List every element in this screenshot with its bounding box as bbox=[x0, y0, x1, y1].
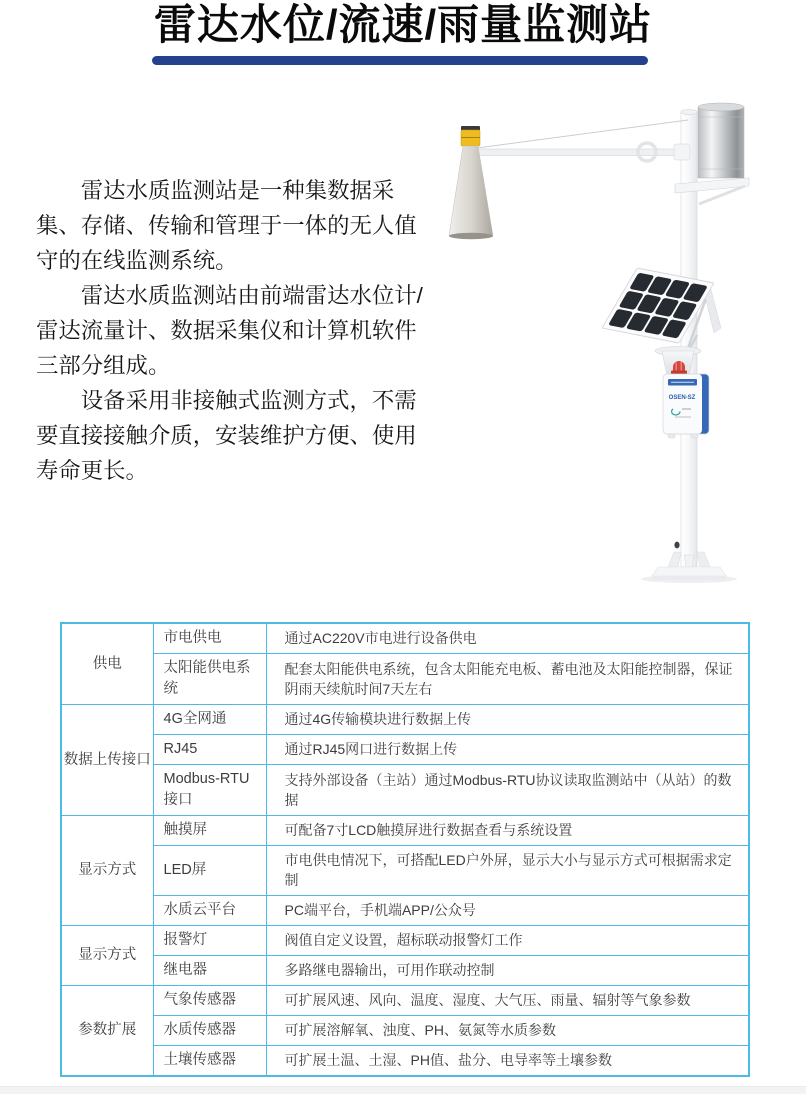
desc-cell: 可扩展风速、风向、温度、湿度、大气压、雨量、辐射等气象参数 bbox=[266, 985, 749, 1015]
spec-table-body bbox=[61, 623, 749, 1076]
table-row bbox=[61, 623, 749, 654]
desc-cell: 通过AC220V市电进行设备供电 bbox=[266, 623, 749, 654]
spec-table bbox=[60, 622, 750, 1077]
intro-paragraph: 雷达水质监测站由前端雷达水位计/雷达流量计、数据采集仪和计算机软件三部分组成。 bbox=[36, 283, 423, 378]
group-cell: 数据上传接口 bbox=[61, 705, 153, 816]
desc-cell: 支持外部设备（主站）通过Modbus-RTU协议读取监测站中（从站）的数据 bbox=[266, 765, 749, 816]
param-cell: LED屏 bbox=[153, 846, 266, 896]
desc-cell: 市电供电情况下，可搭配LED户外屏，显示大小与显示方式可根据需求定制 bbox=[266, 846, 749, 896]
page-title: 雷达水位/流速/雨量监测站 bbox=[153, 1, 653, 48]
desc-cell: 可配备7寸LCD触摸屏进行数据查看与系统设置 bbox=[266, 816, 749, 846]
table-row bbox=[61, 1045, 749, 1076]
param-cell: 触摸屏 bbox=[153, 816, 266, 846]
radar-horn bbox=[449, 146, 493, 236]
param-cell: 市电供电 bbox=[153, 623, 266, 654]
table-row bbox=[61, 765, 749, 816]
desc-cell: 通过RJ45网口进行数据上传 bbox=[266, 735, 749, 765]
desc-cell: PC端平台，手机端APP/公众号 bbox=[266, 895, 749, 925]
param-cell: 气象传感器 bbox=[153, 985, 266, 1015]
intro-paragraph: 设备采用非接触式监测方式，不需要直接接触介质，安装维护方便、使用寿命更长。 bbox=[36, 388, 417, 483]
desc-cell: 通过4G传输模块进行数据上传 bbox=[266, 705, 749, 735]
table-row bbox=[61, 846, 749, 896]
table-row bbox=[61, 654, 749, 705]
param-cell: RJ45 bbox=[153, 735, 266, 765]
title-underline bbox=[152, 56, 648, 65]
param-cell: 水质云平台 bbox=[153, 895, 266, 925]
group-cell: 显示方式 bbox=[61, 925, 153, 985]
intro-text bbox=[36, 173, 436, 488]
table-row bbox=[61, 1015, 749, 1045]
support-cable bbox=[477, 120, 688, 148]
table-row bbox=[61, 705, 749, 735]
group-cell: 参数扩展 bbox=[61, 985, 153, 1076]
control-box-label: OSEN-SZ bbox=[668, 395, 696, 401]
footer-band bbox=[0, 1086, 806, 1094]
group-cell: 供电 bbox=[61, 623, 153, 705]
radar-head bbox=[461, 130, 480, 146]
table-row bbox=[61, 925, 749, 955]
control-box bbox=[663, 374, 709, 438]
desc-cell: 可扩展溶解氧、浊度、PH、氨氮等水质参数 bbox=[266, 1015, 749, 1045]
station-illustration bbox=[425, 90, 805, 620]
param-cell: 继电器 bbox=[153, 955, 266, 985]
param-cell: 土壤传感器 bbox=[153, 1045, 266, 1076]
param-cell: Modbus-RTU接口 bbox=[153, 765, 266, 816]
desc-cell: 配套太阳能供电系统，包含太阳能充电板、蓄电池及太阳能控制器，保证阴雨天续航时间7天左右 bbox=[266, 654, 749, 705]
desc-cell: 阀值自定义设置，超标联动报警灯工作 bbox=[266, 925, 749, 955]
table-row bbox=[61, 985, 749, 1015]
table-row bbox=[61, 955, 749, 985]
base-plate bbox=[652, 567, 726, 576]
table-row bbox=[61, 895, 749, 925]
intro-paragraph: 雷达水质监测站是一种集数据采集、存储、传输和管理于一体的无人值守的在线监测系统。 bbox=[36, 178, 417, 273]
param-cell: 水质传感器 bbox=[153, 1015, 266, 1045]
desc-cell: 可扩展土温、土湿、PH值、盐分、电导率等土壤参数 bbox=[266, 1045, 749, 1076]
cross-arm bbox=[471, 143, 690, 161]
radar-level-sensor bbox=[449, 126, 493, 239]
table-row bbox=[61, 735, 749, 765]
param-cell: 报警灯 bbox=[153, 925, 266, 955]
table-row bbox=[61, 816, 749, 846]
param-cell: 4G全网通 bbox=[153, 705, 266, 735]
group-cell: 显示方式 bbox=[61, 816, 153, 926]
param-cell: 太阳能供电系统 bbox=[153, 654, 266, 705]
desc-cell: 多路继电器输出，可用作联动控制 bbox=[266, 955, 749, 985]
